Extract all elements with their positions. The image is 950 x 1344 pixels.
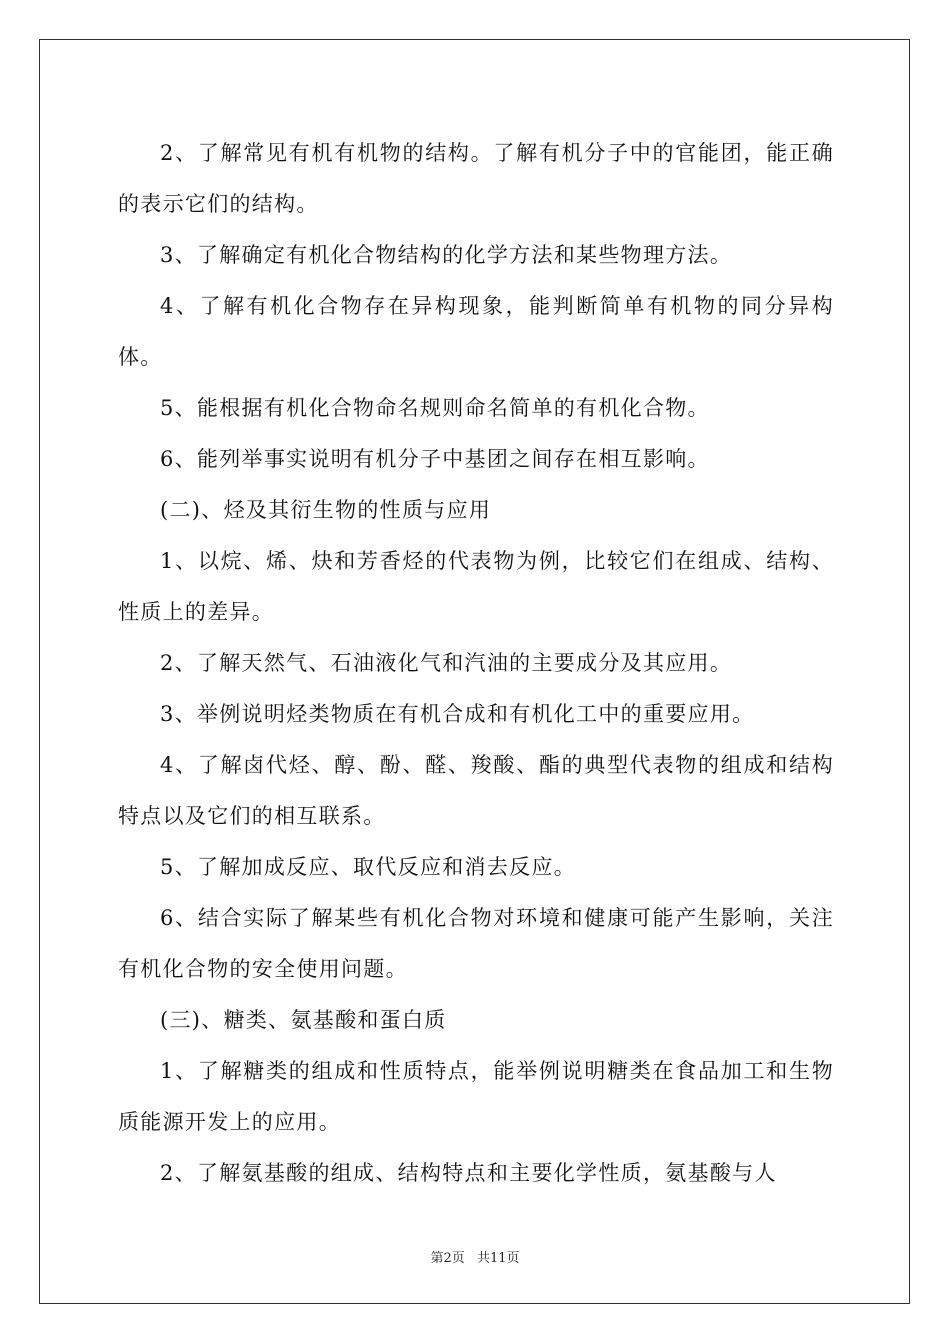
paragraph: 2、了解氨基酸的组成、结构特点和主要化学性质，氨基酸与人 bbox=[160, 1161, 777, 1185]
paragraph: 6、结合实际了解某些有机化合物对环境和健康可能产生影响，关注有机化合物的安全使用问题。 bbox=[118, 906, 834, 981]
paragraph: 2、了解天然气、石油液化气和汽油的主要成分及其应用。 bbox=[160, 651, 733, 675]
section-heading: (二)、烃及其衍生物的性质与应用 bbox=[160, 498, 492, 522]
paragraph: 1、了解糖类的组成和性质特点，能举例说明糖类在食品加工和生物质能源开发上的应用。 bbox=[118, 1059, 834, 1134]
page-total: 共11页 bbox=[476, 1251, 520, 1266]
paragraph: 5、了解加成反应、取代反应和消去反应。 bbox=[160, 855, 577, 879]
document-body bbox=[118, 128, 834, 1199]
section-heading: (三)、糖类、氨基酸和蛋白质 bbox=[160, 1008, 447, 1032]
paragraph: 4、了解有机化合物存在异构现象，能判断简单有机物的同分异构体。 bbox=[118, 294, 834, 369]
paragraph: 4、了解卤代烃、醇、酚、醛、羧酸、酯的典型代表物的组成和结构特点以及它们的相互联系。 bbox=[118, 753, 834, 828]
paragraph: 1、以烷、烯、炔和芳香烃的代表物为例，比较它们在组成、结构、性质上的差异。 bbox=[118, 549, 834, 624]
paragraph: 3、举例说明烃类物质在有机合成和有机化工中的重要应用。 bbox=[160, 702, 755, 726]
paragraph: 5、能根据有机化合物命名规则命名简单的有机化合物。 bbox=[160, 396, 710, 420]
paragraph: 3、了解确定有机化合物结构的化学方法和某些物理方法。 bbox=[160, 243, 733, 267]
paragraph: 6、能列举事实说明有机分子中基团之间存在相互影响。 bbox=[160, 447, 710, 471]
page-number: 第2页 bbox=[430, 1251, 465, 1266]
page-footer bbox=[0, 1247, 950, 1266]
paragraph: 2、了解常见有机有机物的结构。了解有机分子中的官能团，能正确的表示它们的结构。 bbox=[118, 141, 834, 216]
